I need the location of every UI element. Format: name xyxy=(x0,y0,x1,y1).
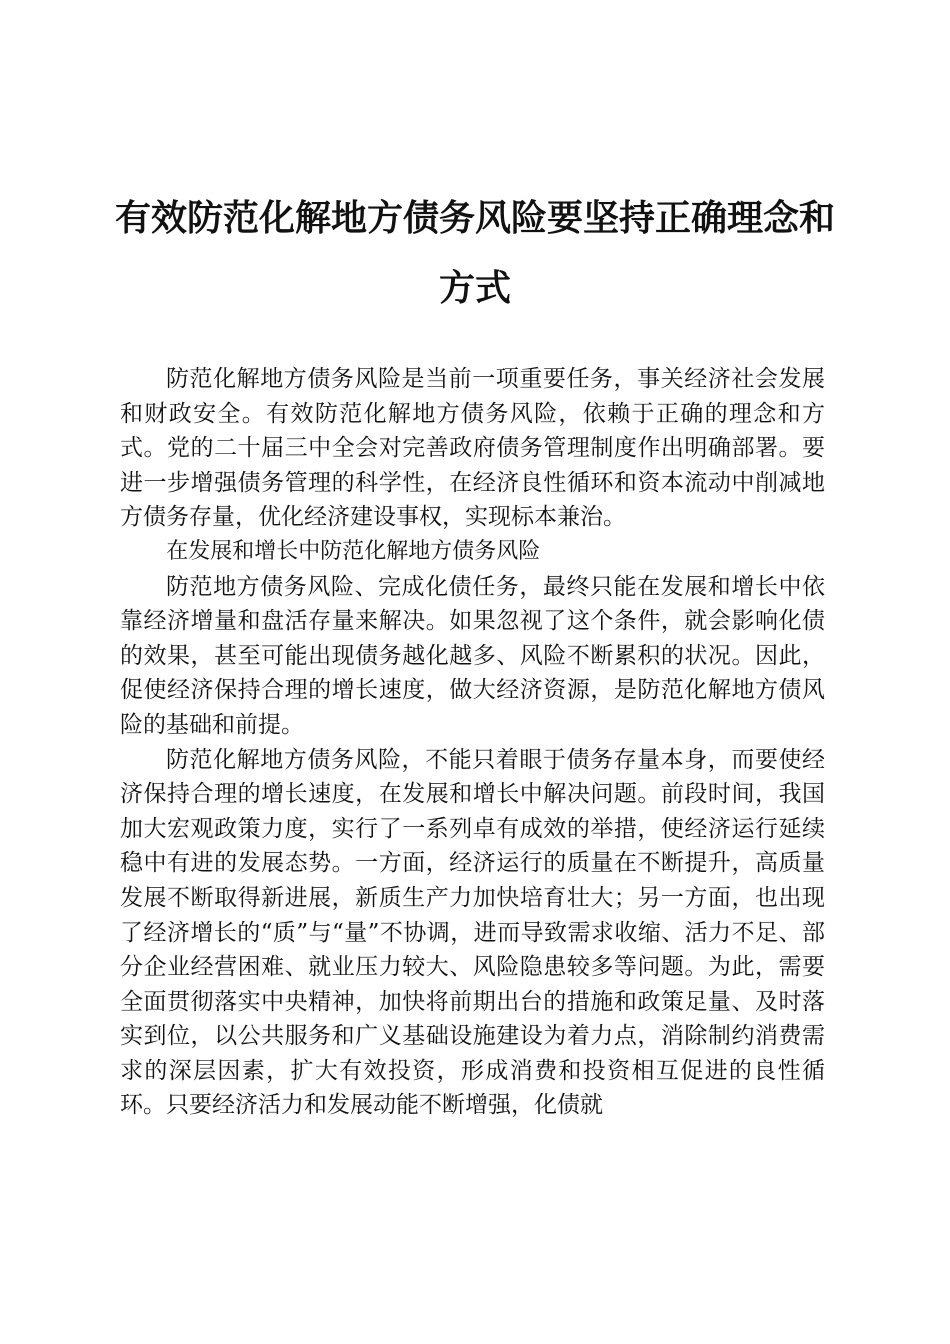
section-heading: 在发展和增长中防范化解地方债务风险 xyxy=(166,538,541,564)
paragraph-policy: 防范化解地方债务风险，不能只着眼于债务存量本身，而要使经济保持合理的增长速度，在发展和增长中解决问题。前段时间，我国加大宏观政策力度，实行了一系列卓有成效的举措，使经济运行延续稳中有进的发展态势。一方面，经济运行的质量在不断提升，高质量发展不断取得新进展，新质生产力加快培育壮大；另一方面，也出现了经济增长的“质”与“量”不协调，进而导致需求收缩、活力不足、部分企业经营困难、就业压力较大、风险隐患较多等问题。为此，需要全面贯彻落实中央精神，加快将前期出台的措施和政策足量、及时落实到位，以公共服务和广义基础设施建设为着力点，消除制约消费需求的深层因素，扩大有效投资，形成消费和投资相互促进的良性循环。只要经济活力和发展动能不断增强，化债就 xyxy=(120,746,825,1119)
paragraph-growth: 防范地方债务风险、完成化债任务，最终只能在发展和增长中依靠经济增量和盘活存量来解决。如果忽视了这个条件，就会影响化债的效果，甚至可能出现债务越化越多、风险不断累积的状况。因此，促使经济保持合理的增长速度，做大经济资源，是防范化解地方债风险的基础和前提。 xyxy=(120,573,825,738)
paragraph-intro: 防范化解地方债务风险是当前一项重要任务，事关经济社会发展和财政安全。有效防范化解地方债务风险，依赖于正确的理念和方式。党的二十届三中全会对完善政府债务管理制度作出明确部署。要进一步增强债务管理的科学性，在经济良性循环和资本流动中削减地方债务存量，优化经济建设事权，实现标本兼治。 xyxy=(120,366,825,531)
document-title-line-2: 方式 xyxy=(438,267,511,309)
document-title-line-1: 有效防范化解地方债务风险要坚持正确理念和 xyxy=(114,197,835,239)
document-body xyxy=(120,362,825,1123)
